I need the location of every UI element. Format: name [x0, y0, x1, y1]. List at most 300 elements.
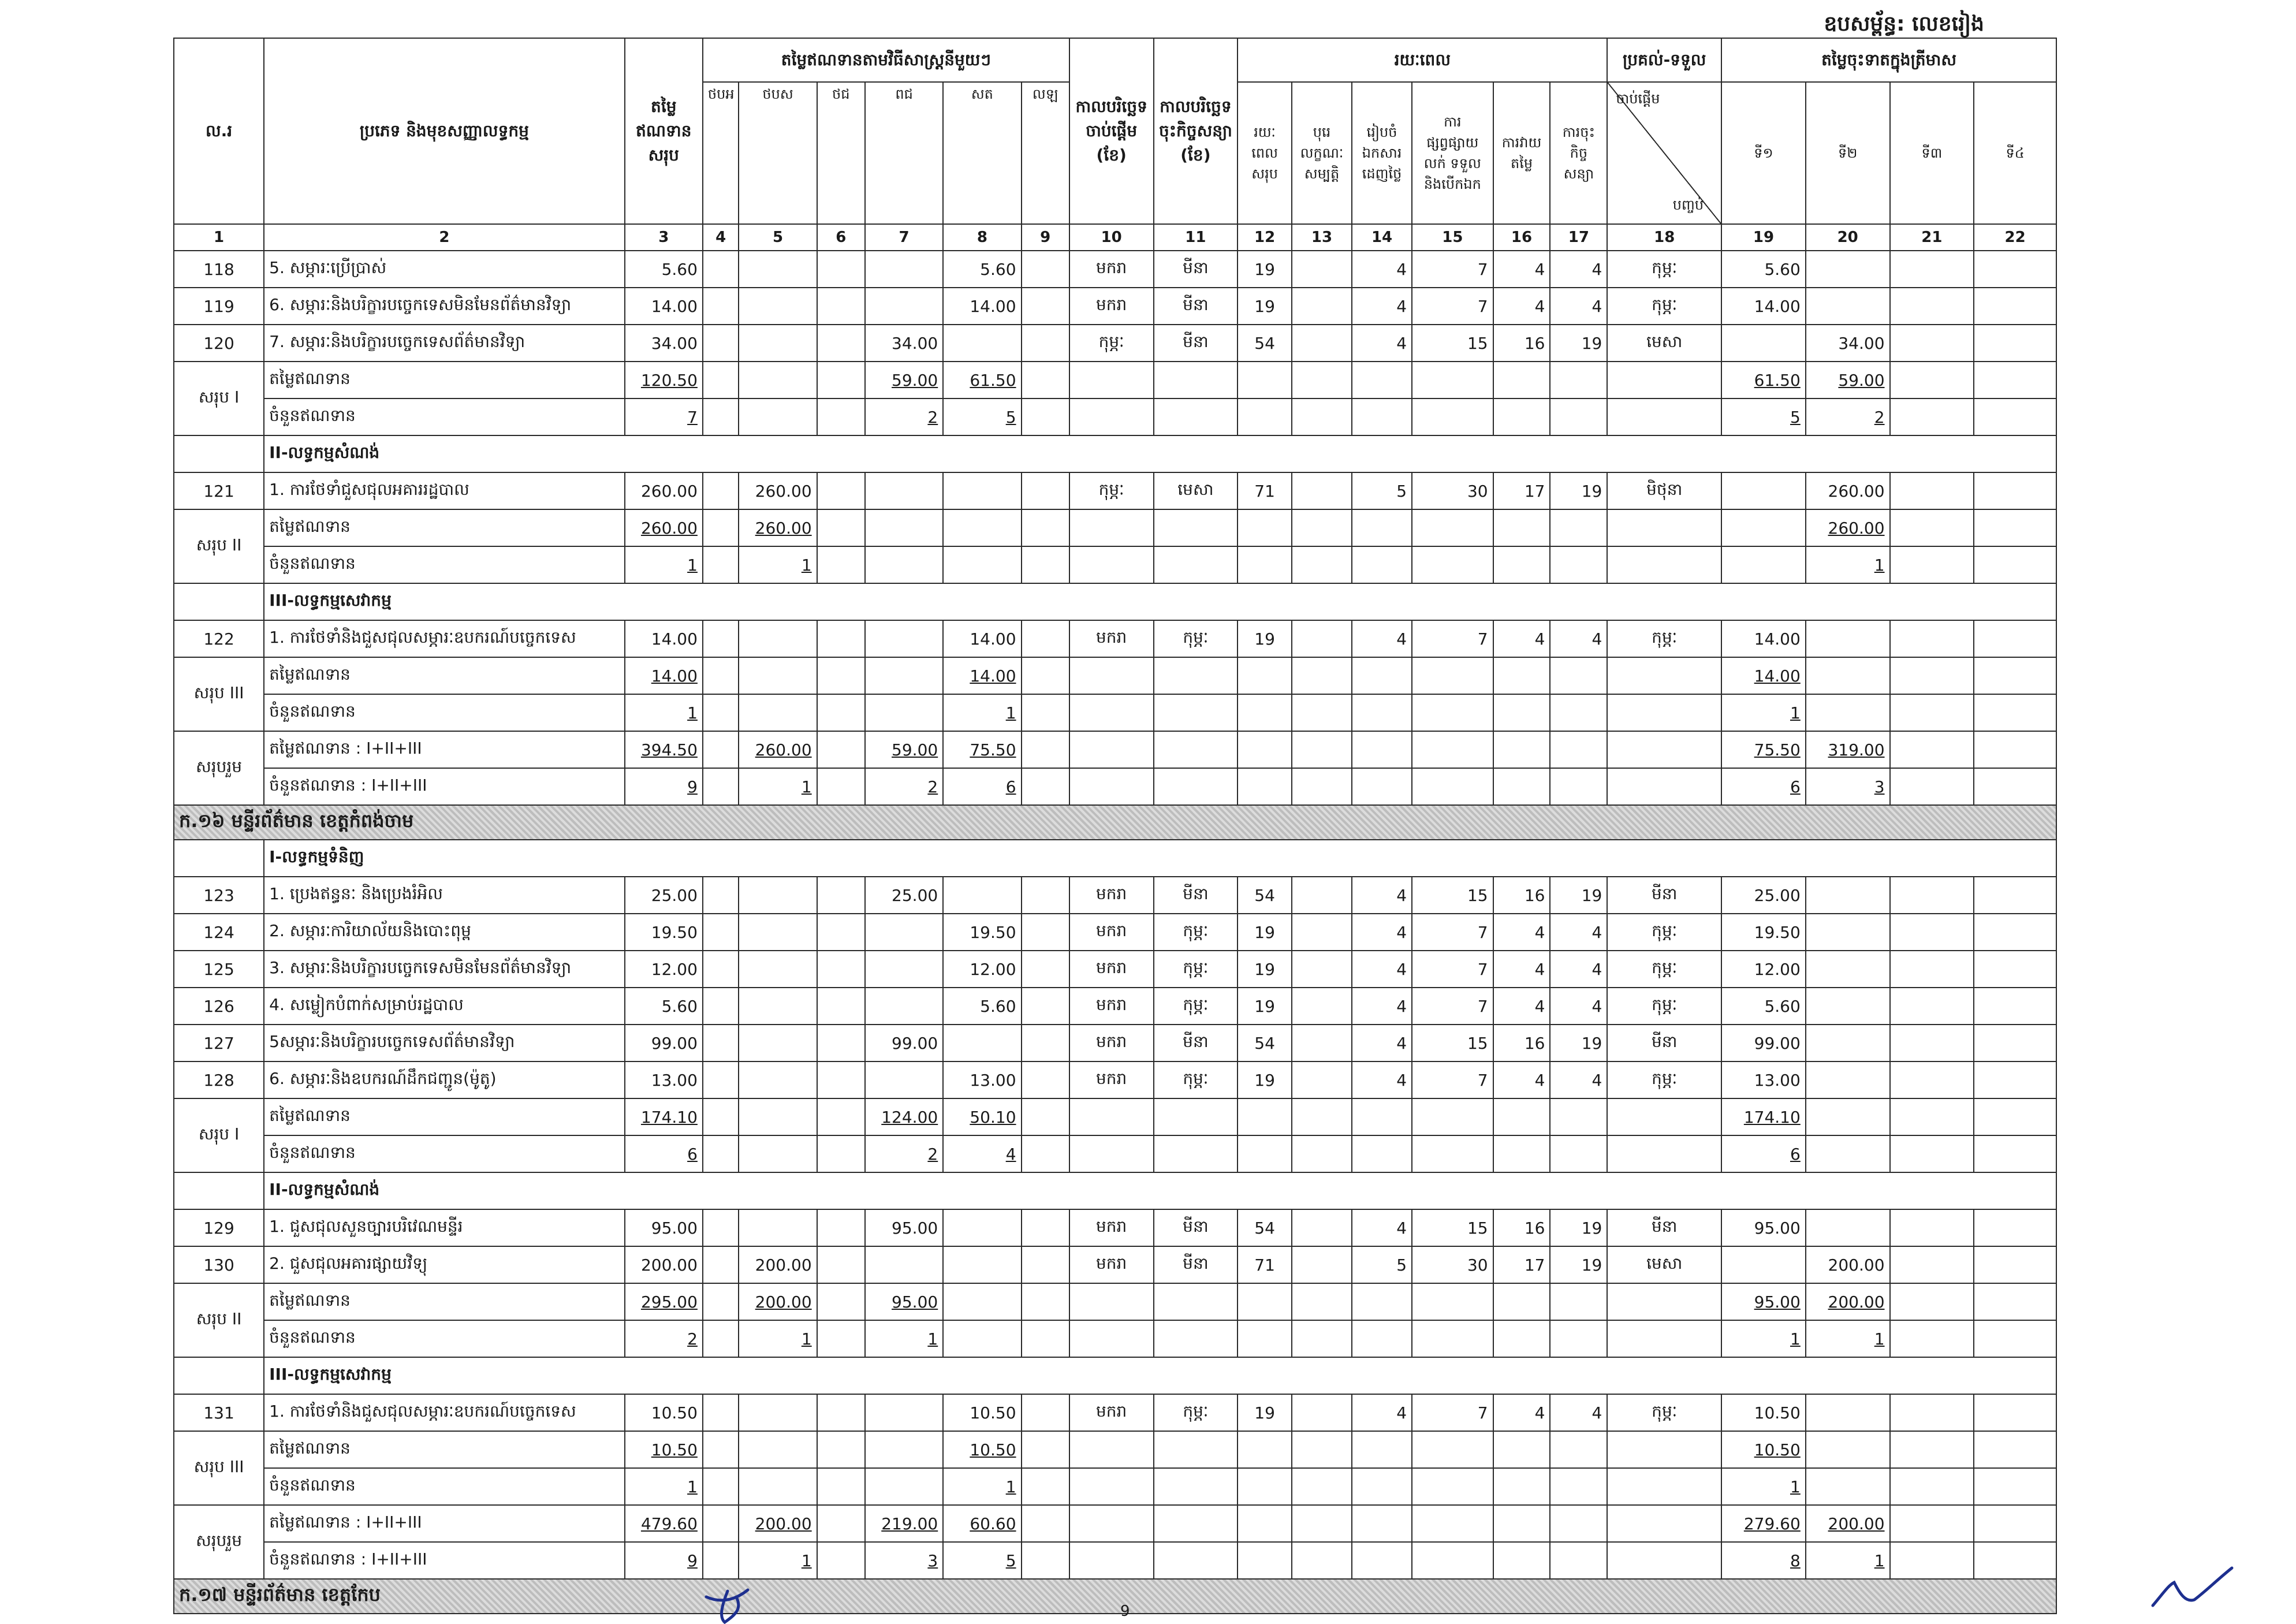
subtotal-count-m7: 3: [865, 1542, 943, 1579]
method-m6: [817, 1209, 865, 1246]
column-number: 1: [174, 224, 264, 251]
subtotal-q1: 174.10: [1721, 1098, 1806, 1135]
subtotal-count-m7: 2: [865, 1135, 943, 1172]
empty-cell: [1352, 768, 1412, 805]
empty-cell: [1412, 1135, 1493, 1172]
column-number: 19: [1721, 224, 1806, 251]
empty-cell: [1022, 1505, 1069, 1542]
subtotal-count-q4: [1974, 1320, 2056, 1357]
subtotal-count-row: [174, 1320, 2056, 1357]
empty-cell: [1292, 1320, 1352, 1357]
method-m9: [1022, 251, 1069, 288]
subtotal-m5: 200.00: [739, 1283, 817, 1320]
empty-cell: [1412, 731, 1493, 768]
subtotal-cost: 174.10: [625, 1098, 703, 1135]
subtotal-count-q3: [1890, 1542, 1974, 1579]
empty-cell: [1154, 1542, 1238, 1579]
total-duration: 71: [1238, 1246, 1292, 1283]
item-cost: 14.00: [625, 288, 703, 325]
method-m5: [739, 251, 817, 288]
subtotal-q2: [1806, 1098, 1890, 1135]
column-number: 16: [1493, 224, 1550, 251]
method-m8: 5.60: [943, 251, 1021, 288]
total-duration: 19: [1238, 251, 1292, 288]
method-m8: 14.00: [943, 288, 1021, 325]
method-m7: [865, 1394, 943, 1431]
item-name: 5. សម្ភារៈប្រើប្រាស់: [264, 251, 625, 288]
column-number: 14: [1352, 224, 1412, 251]
subtotal-count-m6: [817, 1135, 865, 1172]
method-m9: [1022, 1394, 1069, 1431]
subtotal-cost-label: តម្លៃឥណទាន: [264, 362, 625, 398]
empty-cell: [1292, 768, 1352, 805]
method-m6: [817, 620, 865, 657]
subtotal-m5: [739, 1431, 817, 1468]
method-m8: [943, 325, 1021, 362]
subtotal-count: 1: [625, 546, 703, 583]
table-row: [174, 988, 2056, 1025]
method-m6: [817, 472, 865, 509]
empty-cell: [1607, 1468, 1721, 1505]
empty-cell: [1352, 694, 1412, 731]
subtotal-count-row: [174, 1135, 2056, 1172]
empty-cell: [1412, 1542, 1493, 1579]
section-header-row: [174, 1172, 2056, 1209]
evaluation-duration: 4: [1493, 914, 1550, 951]
empty-cell: [1412, 1505, 1493, 1542]
column-number: 17: [1550, 224, 1607, 251]
empty-cell: [1493, 1468, 1550, 1505]
sign-month: កុម្ភៈ: [1154, 951, 1238, 988]
method-m4: [703, 1025, 739, 1061]
empty-cell: [1493, 1320, 1550, 1357]
column-number: 11: [1154, 224, 1238, 251]
method-m6: [817, 914, 865, 951]
empty-cell: [1069, 731, 1154, 768]
hdr-sign-date: កាលបរិច្ឆេទ ចុះកិច្ចសន្យា (ខែ): [1154, 38, 1238, 224]
item-cost: 14.00: [625, 620, 703, 657]
item-name: 1. ជួសជុលសួនច្បារបរិវេណមន្ទីរ: [264, 1209, 625, 1246]
empty-cell: [1292, 1505, 1352, 1542]
empty-cell: [1493, 398, 1550, 435]
empty-cell: [1292, 362, 1352, 398]
start-month: កុម្ភៈ: [1069, 325, 1154, 362]
column-number: 9: [1022, 224, 1069, 251]
subtotal-count-m5: [739, 1468, 817, 1505]
evaluation-duration: 4: [1493, 1394, 1550, 1431]
hdr-m7: ពជ: [865, 82, 943, 224]
subtotal-count-q3: [1890, 1135, 1974, 1172]
method-m5: [739, 951, 817, 988]
item-cost: 95.00: [625, 1209, 703, 1246]
subtotal-m7: 59.00: [865, 731, 943, 768]
empty-cell: [1238, 768, 1292, 805]
empty-cell: [1069, 768, 1154, 805]
section-spacer: [174, 583, 264, 620]
row-number: 125: [174, 951, 264, 988]
method-m5: [739, 325, 817, 362]
subtotal-count-q3: [1890, 398, 1974, 435]
item-cost: 12.00: [625, 951, 703, 988]
hdr-m9: លឡ: [1022, 82, 1069, 224]
empty-cell: [1238, 1283, 1292, 1320]
hdr-no: ល.រ: [174, 38, 264, 224]
prequal-duration: [1292, 1061, 1352, 1098]
transfer-month: កុម្ភៈ: [1607, 1394, 1721, 1431]
subtotal-count-q4: [1974, 398, 2056, 435]
subtotal-count-m4: [703, 398, 739, 435]
row-number: 120: [174, 325, 264, 362]
subtotal-count-m8: [943, 546, 1021, 583]
subtotal-cost: 295.00: [625, 1283, 703, 1320]
subtotal-count-q2: 1: [1806, 1320, 1890, 1357]
empty-cell: [1154, 546, 1238, 583]
subtotal-count-label: ចំនួនឥណទាន : I+II+III: [264, 768, 625, 805]
hdr-q1: ទី១: [1721, 82, 1806, 224]
subtotal-q3: [1890, 1098, 1974, 1135]
prepare-duration: 4: [1352, 877, 1412, 914]
empty-cell: [1550, 657, 1607, 694]
subtotal-count-m7: [865, 1468, 943, 1505]
table-row: [174, 325, 2056, 362]
method-m8: 13.00: [943, 1061, 1021, 1098]
item-cost: 25.00: [625, 877, 703, 914]
total-duration: 19: [1238, 1061, 1292, 1098]
contract-duration: 4: [1550, 1394, 1607, 1431]
subtotal-count-m8: 1: [943, 694, 1021, 731]
subtotal-cost: 120.50: [625, 362, 703, 398]
empty-cell: [1292, 1542, 1352, 1579]
subtotal-m7: [865, 657, 943, 694]
page-number: 9: [1120, 1603, 1130, 1620]
row-number: 128: [174, 1061, 264, 1098]
row-number: 122: [174, 620, 264, 657]
subtotal-q1: 95.00: [1721, 1283, 1806, 1320]
empty-cell: [1292, 509, 1352, 546]
total-duration: 19: [1238, 988, 1292, 1025]
quarter-4-value: [1974, 914, 2056, 951]
subtotal-m7: 59.00: [865, 362, 943, 398]
subtotal-m6: [817, 362, 865, 398]
table-row: [174, 288, 2056, 325]
hdr-type: ប្រភេទ និងមុខសញ្ញាលទ្ធកម្ម: [264, 38, 625, 224]
quarter-2-value: 200.00: [1806, 1246, 1890, 1283]
publish-duration: 7: [1412, 951, 1493, 988]
evaluation-duration: 4: [1493, 620, 1550, 657]
empty-cell: [1069, 1505, 1154, 1542]
hdr-funding-group: តម្លៃឥណទានតាមវិធីសាស្ត្រនីមួយៗ: [703, 38, 1069, 82]
subtotal-count-q3: [1890, 694, 1974, 731]
empty-cell: [1493, 362, 1550, 398]
empty-cell: [1292, 731, 1352, 768]
prepare-duration: 4: [1352, 288, 1412, 325]
empty-cell: [1412, 509, 1493, 546]
subtotal-label: សរុប III: [174, 1431, 264, 1505]
subtotal-count-m4: [703, 694, 739, 731]
subtotal-cost-row: [174, 657, 2056, 694]
section-title: III-លទ្ធកម្មសេវាកម្ម: [264, 1357, 2056, 1394]
empty-cell: [1607, 1320, 1721, 1357]
subtotal-count-m6: [817, 768, 865, 805]
sign-month: មីនា: [1154, 288, 1238, 325]
section-title: III-លទ្ធកម្មសេវាកម្ម: [264, 583, 2056, 620]
evaluation-duration: 4: [1493, 288, 1550, 325]
subtotal-m4: [703, 1098, 739, 1135]
evaluation-duration: 16: [1493, 1025, 1550, 1061]
subtotal-count-q4: [1974, 546, 2056, 583]
transfer-month: មិថុនា: [1607, 472, 1721, 509]
empty-cell: [1154, 1431, 1238, 1468]
start-month: មករា: [1069, 1209, 1154, 1246]
subtotal-count: 2: [625, 1320, 703, 1357]
start-month: មករា: [1069, 1394, 1154, 1431]
subtotal-count-row: [174, 768, 2056, 805]
subtotal-q4: [1974, 1431, 2056, 1468]
subtotal-m5: 260.00: [739, 509, 817, 546]
table-row: [174, 472, 2056, 509]
method-m7: 34.00: [865, 325, 943, 362]
transfer-month: មីនា: [1607, 1025, 1721, 1061]
subtotal-m6: [817, 731, 865, 768]
prepare-duration: 4: [1352, 325, 1412, 362]
quarter-1-value: 99.00: [1721, 1025, 1806, 1061]
subtotal-count-label: ចំនួនឥណទាន: [264, 546, 625, 583]
quarter-2-value: [1806, 288, 1890, 325]
sign-month: មីនា: [1154, 877, 1238, 914]
subtotal-q2: 200.00: [1806, 1505, 1890, 1542]
transfer-month: កុម្ភៈ: [1607, 251, 1721, 288]
subtotal-count-m6: [817, 546, 865, 583]
publish-duration: 7: [1412, 914, 1493, 951]
empty-cell: [1607, 398, 1721, 435]
section-header-row: [174, 435, 2056, 472]
contract-duration: 4: [1550, 251, 1607, 288]
empty-cell: [1022, 546, 1069, 583]
quarter-1-value: 12.00: [1721, 951, 1806, 988]
hdr-prepare-docs: រៀបចំ ឯកសារ ដេញថ្លៃ: [1352, 82, 1412, 224]
empty-cell: [1069, 1320, 1154, 1357]
subtotal-label: សរុប I: [174, 1098, 264, 1172]
method-m5: [739, 1061, 817, 1098]
subtotal-q4: [1974, 657, 2056, 694]
method-m6: [817, 988, 865, 1025]
column-number: 4: [703, 224, 739, 251]
subtotal-q3: [1890, 657, 1974, 694]
empty-cell: [1238, 1542, 1292, 1579]
method-m6: [817, 1025, 865, 1061]
quarter-4-value: [1974, 288, 2056, 325]
table-row: [174, 251, 2056, 288]
evaluation-duration: 16: [1493, 877, 1550, 914]
start-month: មករា: [1069, 288, 1154, 325]
empty-cell: [1069, 1542, 1154, 1579]
subtotal-cost-row: [174, 509, 2056, 546]
subtotal-q1: 75.50: [1721, 731, 1806, 768]
empty-cell: [1154, 1320, 1238, 1357]
subtotal-m7: [865, 509, 943, 546]
total-duration: 19: [1238, 951, 1292, 988]
hdr-contract: ការចុះ កិច្ចសន្យា: [1550, 82, 1607, 224]
subtotal-count: 7: [625, 398, 703, 435]
empty-cell: [1352, 1135, 1412, 1172]
empty-cell: [1607, 1431, 1721, 1468]
subtotal-count-q2: 2: [1806, 398, 1890, 435]
subtotal-m8: [943, 1283, 1021, 1320]
item-cost: 5.60: [625, 988, 703, 1025]
empty-cell: [1412, 657, 1493, 694]
empty-cell: [1154, 1505, 1238, 1542]
transfer-month: កុម្ភៈ: [1607, 288, 1721, 325]
empty-cell: [1493, 731, 1550, 768]
subtotal-m8: 75.50: [943, 731, 1021, 768]
empty-cell: [1238, 1468, 1292, 1505]
table-row: [174, 1246, 2056, 1283]
quarter-3-value: [1890, 251, 1974, 288]
table-row: [174, 620, 2056, 657]
method-m8: [943, 472, 1021, 509]
empty-cell: [1154, 731, 1238, 768]
quarter-3-value: [1890, 1246, 1974, 1283]
prequal-duration: [1292, 620, 1352, 657]
subtotal-count-m8: 4: [943, 1135, 1021, 1172]
sign-month: មីនា: [1154, 1246, 1238, 1283]
hdr-q4: ទី៤: [1974, 82, 2056, 224]
empty-cell: [1069, 1431, 1154, 1468]
prepare-duration: 4: [1352, 1209, 1412, 1246]
hdr-m4: ថបអ: [703, 82, 739, 224]
hdr-evaluation: ការវាយ តម្លៃ: [1493, 82, 1550, 224]
method-m9: [1022, 325, 1069, 362]
prepare-duration: 5: [1352, 472, 1412, 509]
prepare-duration: 4: [1352, 620, 1412, 657]
quarter-3-value: [1890, 1025, 1974, 1061]
subtotal-q4: [1974, 362, 2056, 398]
procurement-table-wrapper: [173, 38, 2057, 1614]
empty-cell: [1352, 398, 1412, 435]
subtotal-q2: [1806, 657, 1890, 694]
column-number-row: [174, 224, 2056, 251]
publish-duration: 7: [1412, 251, 1493, 288]
subtotal-count-m5: [739, 398, 817, 435]
publish-duration: 15: [1412, 1025, 1493, 1061]
empty-cell: [1607, 1098, 1721, 1135]
subtotal-q4: [1974, 1505, 2056, 1542]
subtotal-count-q2: [1806, 1135, 1890, 1172]
signature-initial-right: [2148, 1559, 2235, 1611]
subtotal-m4: [703, 1505, 739, 1542]
empty-cell: [1493, 1098, 1550, 1135]
method-m6: [817, 951, 865, 988]
hdr-transfer-group: ប្រគល់-ទទួល: [1607, 38, 1721, 82]
prequal-duration: [1292, 288, 1352, 325]
publish-duration: 7: [1412, 288, 1493, 325]
table-row: [174, 1394, 2056, 1431]
empty-cell: [1022, 731, 1069, 768]
empty-cell: [1607, 1542, 1721, 1579]
subtotal-q2: 319.00: [1806, 731, 1890, 768]
contract-duration: 4: [1550, 988, 1607, 1025]
subtotal-count-q1: 6: [1721, 1135, 1806, 1172]
prepare-duration: 5: [1352, 1246, 1412, 1283]
subtotal-m5: [739, 362, 817, 398]
publish-duration: 7: [1412, 1394, 1493, 1431]
subtotal-m8: 14.00: [943, 657, 1021, 694]
empty-cell: [1069, 546, 1154, 583]
quarter-4-value: [1974, 620, 2056, 657]
subtotal-q2: 59.00: [1806, 362, 1890, 398]
method-m7: [865, 472, 943, 509]
method-m4: [703, 1246, 739, 1283]
method-m9: [1022, 620, 1069, 657]
subtotal-m5: 260.00: [739, 731, 817, 768]
quarter-1-value: 5.60: [1721, 988, 1806, 1025]
row-number: 126: [174, 988, 264, 1025]
total-duration: 19: [1238, 288, 1292, 325]
empty-cell: [1493, 546, 1550, 583]
subtotal-count-m7: [865, 546, 943, 583]
hdr-transfer-end: បញ្ចប់: [1672, 197, 1704, 213]
empty-cell: [1238, 398, 1292, 435]
empty-cell: [1412, 398, 1493, 435]
empty-cell: [1238, 657, 1292, 694]
subtotal-count-label: ចំនួនឥណទាន: [264, 694, 625, 731]
sign-month: កុម្ភៈ: [1154, 1394, 1238, 1431]
method-m8: 5.60: [943, 988, 1021, 1025]
empty-cell: [1550, 362, 1607, 398]
section-title: II-លទ្ធកម្មសំណង់: [264, 1172, 2056, 1209]
item-name: 5សម្ភារៈនិងបរិក្ខារបច្ចេកទេសព័ត៌មានវិទ្យា: [264, 1025, 625, 1061]
contract-duration: 19: [1550, 1025, 1607, 1061]
subtotal-m4: [703, 1431, 739, 1468]
subtotal-cost-label: តម្លៃឥណទាន: [264, 1431, 625, 1468]
method-m8: [943, 1246, 1021, 1283]
subtotal-count-row: [174, 1542, 2056, 1579]
quarter-2-value: [1806, 951, 1890, 988]
hdr-quarter-group: តម្លៃចុះទាតក្នុងត្រីមាស: [1721, 38, 2056, 82]
evaluation-duration: 4: [1493, 951, 1550, 988]
total-duration: 71: [1238, 472, 1292, 509]
subtotal-count-m8: 6: [943, 768, 1021, 805]
empty-cell: [1412, 546, 1493, 583]
subtotal-count-row: [174, 398, 2056, 435]
empty-cell: [1069, 1468, 1154, 1505]
subtotal-cost-row: [174, 1431, 2056, 1468]
empty-cell: [1292, 657, 1352, 694]
quarter-3-value: [1890, 1209, 1974, 1246]
subtotal-count-m5: 1: [739, 546, 817, 583]
empty-cell: [1550, 731, 1607, 768]
subtotal-count-m5: 1: [739, 768, 817, 805]
row-number: 124: [174, 914, 264, 951]
method-m9: [1022, 1246, 1069, 1283]
empty-cell: [1022, 1320, 1069, 1357]
empty-cell: [1154, 362, 1238, 398]
empty-cell: [1412, 1283, 1493, 1320]
empty-cell: [1022, 509, 1069, 546]
empty-cell: [1022, 1135, 1069, 1172]
empty-cell: [1352, 1468, 1412, 1505]
subtotal-m5: [739, 1098, 817, 1135]
method-m8: [943, 1209, 1021, 1246]
quarter-3-value: [1890, 988, 1974, 1025]
empty-cell: [1069, 1098, 1154, 1135]
method-m4: [703, 1209, 739, 1246]
prequal-duration: [1292, 251, 1352, 288]
item-name: 1. ការថែទាំនិងជួសជុលសម្ភារៈឧបករណ៍បច្ចេកទេស: [264, 1394, 625, 1431]
subtotal-count-q2: 3: [1806, 768, 1890, 805]
empty-cell: [1493, 1505, 1550, 1542]
hdr-q3: ទី៣: [1890, 82, 1974, 224]
